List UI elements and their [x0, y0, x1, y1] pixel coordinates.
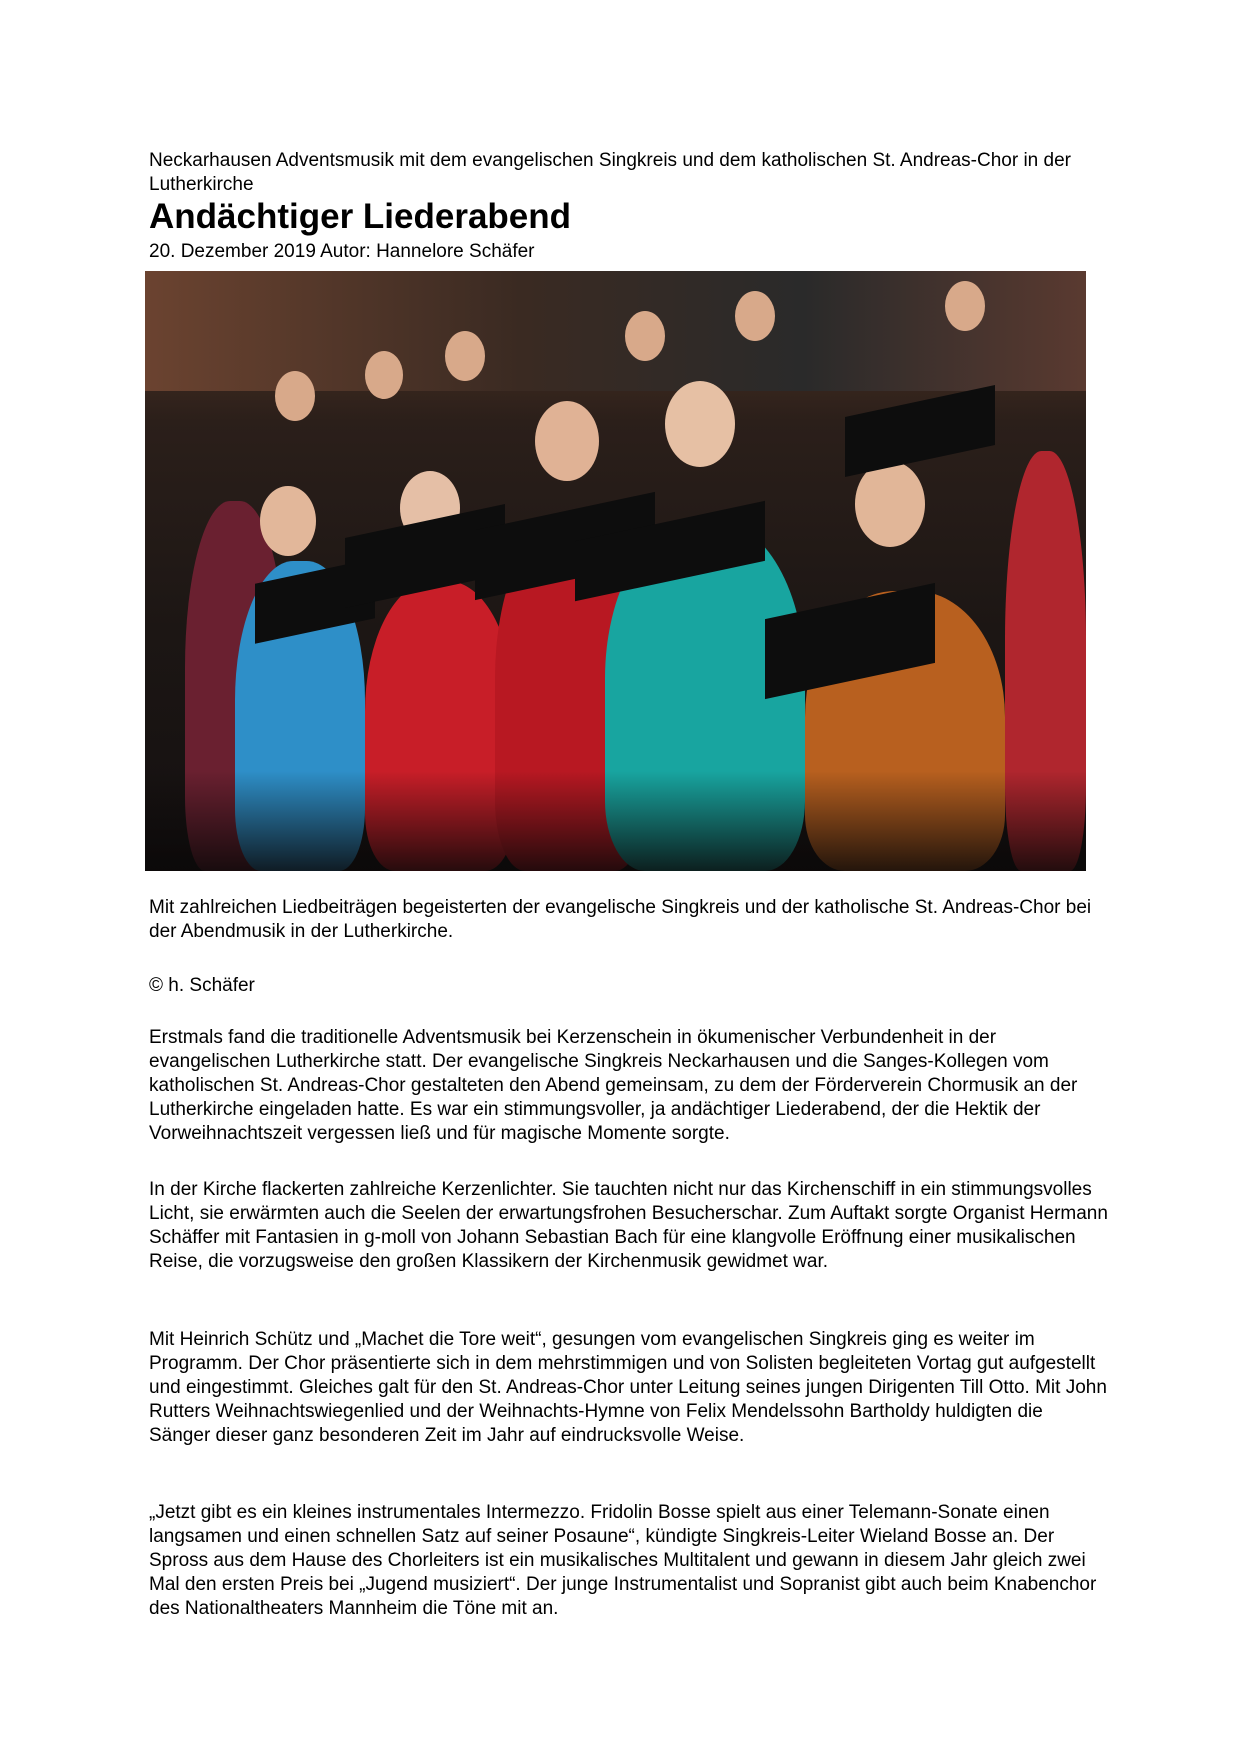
body-paragraph: Erstmals fand die traditionelle Adventsmusik bei Kerzenschein in ökumenischer Verbundenheit in der evangelischen Lutherkirche statt. Der evangelische Singkreis Neckarhausen und die Sanges-Kollegen vom katholischen St. Andreas-Chor gestalteten den Abend gemeinsam, zu dem der Förderverein Chormusik an der Lutherkirche eingeladen hatte. Es war ein stimmungsvoller, ja andächtiger Liederabend, der die Hektik der Vorweihnachtszeit vergessen ließ und für magische Momente sorgte. [149, 1027, 1078, 1144]
article-title: Andächtiger Liederabend [149, 197, 572, 236]
article-meta: 20. Dezember 2019 Autor: Hannelore Schäfer [149, 241, 535, 262]
photo-caption: Mit zahlreichen Liedbeiträgen begeisterten der evangelische Singkreis und der katholische St. Andreas-Chor bei der Abendmusik in der Lutherkirche. [149, 897, 1092, 942]
body-paragraph: Mit Heinrich Schütz und „Machet die Tore weit“, gesungen vom evangelischen Singkreis ging es weiter im Programm. Der Chor präsentierte sich in dem mehrstimmigen und von Solisten begleiteten Vortag gut aufgestellt und eingestimmt. Gleiches galt für den St. Andreas-Chor unter Leitung seines jungen Dirigenten Till Otto. Mit John Rutters Weihnachtswiegenlied und der Weihnachts-Hymne von Felix Mendelssohn Bartholdy huldigten die Sänger dieser ganz besonderen Zeit im Jahr auf eindrucksvolle Weise. [149, 1329, 1107, 1446]
choir-photo [145, 271, 1086, 871]
article-kicker: Neckarhausen Adventsmusik mit dem evangelischen Singkreis und dem katholischen St. Andreas-Chor in der Lutherkirche [149, 150, 1071, 195]
photo-credit: © h. Schäfer [149, 975, 255, 996]
body-paragraph: In der Kirche flackerten zahlreiche Kerzenlichter. Sie tauchten nicht nur das Kirchenschiff in ein stimmungsvolles Licht, sie erwärmten auch die Seelen der erwartungsfrohen Besucherschar. Zum Auftakt sorgte Organist Hermann Schäffer mit Fantasien in g-moll von Johann Sebastian Bach für eine klangvolle Eröffnung einer musikalischen Reise, die vorzugsweise den großen Klassikern der Kirchenmusik gewidmet war. [149, 1179, 1108, 1272]
body-paragraph: „Jetzt gibt es ein kleines instrumentales Intermezzo. Fridolin Bosse spielt aus einer Telemann-Sonate einen langsamen und einen schnellen Satz auf seiner Posaune“, kündigte Singkreis-Leiter Wieland Bosse an. Der Spross aus dem Hause des Chorleiters ist ein musikalisches Multitalent und gewann in diesem Jahr gleich zwei Mal den ersten Preis bei „Jugend musiziert“. Der junge Instrumentalist und Sopranist gibt auch beim Knabenchor des Nationaltheaters Mannheim die Töne mit an. [149, 1502, 1097, 1619]
